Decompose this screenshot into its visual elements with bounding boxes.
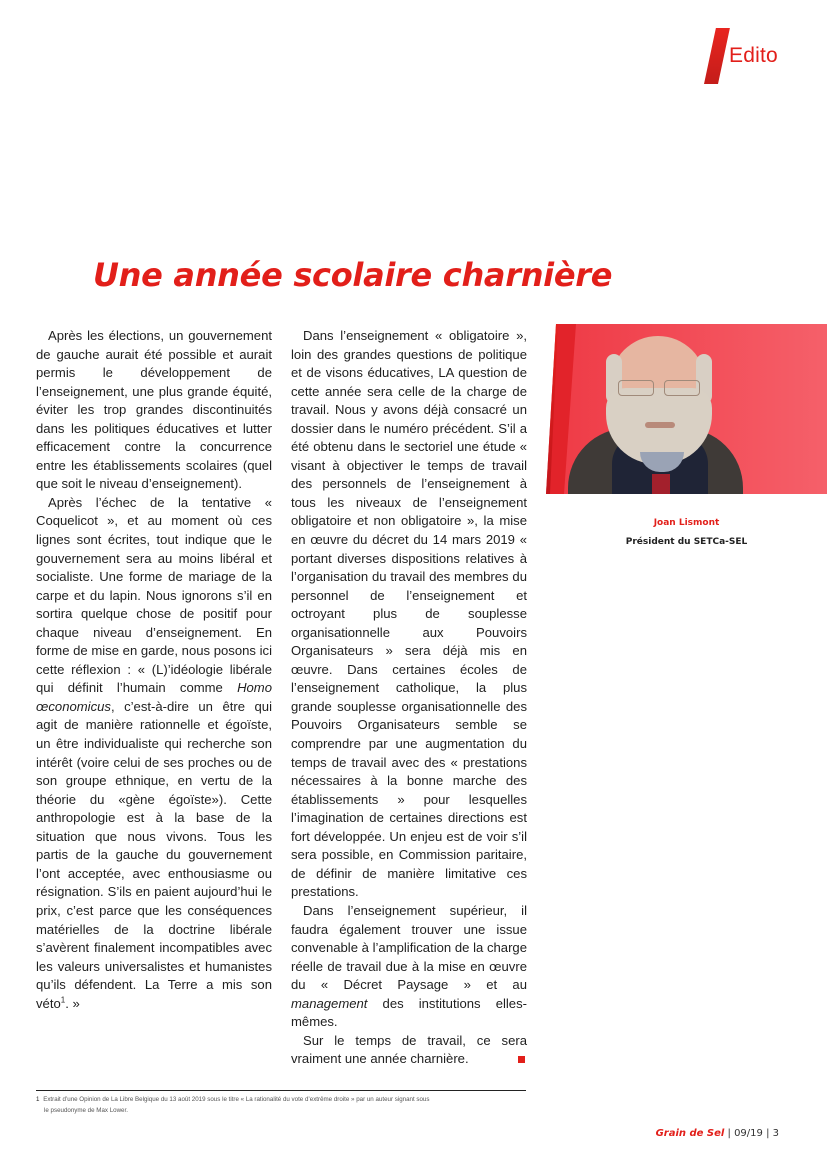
paragraph: Après l’échec de la tentative « Coquelicot », et au moment où ces lignes sont écrites, tout indique que le gouvernement sera au moins libéral et socialiste. Une forme de mariage de la carpe et du lapin. Nous ignorons s’il en sortira quelque chose de positif pour chaque niveau d’enseignement. En forme de mise en garde, nous posons ici cette réflexion : « (L)’idéologie libérale qui définit l’humain comme Homo œconomicus, c’est-à-dire un être qui agit de manière rationnelle et égoïste, un être individualiste qui recherche son intérêt (voire celui de ses proches ou de son groupe ethnique, en vertu de la théorie du «gène égoïste»). Cette anthropologie est à la base de la situation que nous vivons. Tous les partis de la gauche du gouvernement l’ont acceptée, avec enthousiasme ou résignation. S’ils en paient aujourd’hui le prix, c’est parce que les conséquences matérielles de la doctrine libérale s’avèrent finalement incompatibles avec les valeurs universalistes et humanistes qu’ils défendent. La Terre a mis son véto$^1$. » bbox=[36, 494, 272, 1011]
author-name: Joan Lismont bbox=[653, 518, 720, 528]
paragraph: Après les élections, un gouvernement de gauche aurait été possible et aurait permis le développement de l’enseignement, une plus grande équité, éviter les trop grandes discontinuités dans les politiques éducatives et lutter efficacement contre la concurrence entre les établissements scolaires (quel que soit le niveau d’enseignement). bbox=[36, 328, 272, 492]
photo-caption bbox=[546, 514, 827, 552]
author-photo bbox=[546, 324, 827, 494]
footnote-divider bbox=[36, 1090, 526, 1091]
author-role: Président du SETCa-SEL bbox=[625, 537, 748, 547]
footnote bbox=[36, 1094, 526, 1116]
footnote-ref[interactable]: 1 bbox=[60, 995, 66, 1005]
issue-number: 09/19 bbox=[734, 1128, 763, 1139]
page-number: 3 bbox=[772, 1128, 779, 1139]
article-title: Une année scolaire charnière bbox=[93, 256, 613, 294]
end-of-article-square-icon bbox=[518, 1056, 525, 1063]
paragraph: Dans l’enseignement « obligatoire », loin des grandes questions de politique et de visons éducatives, LA question de cette année sera celle de la charge de travail. Nous y avons déjà consacré un dossier dans le numéro précédent. S’il a été obtenu dans le sectoriel une étude « visant à objectiver le temps de travail des personnels de l’enseignement à tous les niveaux de l’enseignement obligatoire et non obligatoire », la mise en œuvre du décret du 14 mars 2019 « portant diverses dispositions relatives à l’organisation du travail des membres du personnel de l’enseignement et octroyant plus de souplesse organisationnelle aux Pouvoirs Organisateurs » sera déjà mis en œuvre. Dans certaines écoles de l’enseignement catholique, la plus grande souplesse organisationnelle des Pouvoirs Organisateurs semble se comprendre par une augmentation du temps de travail avec des « prestations nécessaires à la bonne marche des établissements » pour lesquelles l’imagination de certaines directions est fort développée. Un enjeu est de voir s’il sera possible, en Commission paritaire, de définir de manière limitative ces prestations. bbox=[291, 328, 527, 900]
paragraph: Sur le temps de travail, ce sera vraiment une année charnière. bbox=[291, 1032, 527, 1067]
paragraph: Dans l’enseignement supérieur, il faudra également trouver une issue convenable à l’amplification de la charge réelle de travail due à la mise en œuvre du « Décret Paysage » et au management des institutions elles-mêmes. bbox=[291, 902, 527, 1030]
article-column-1 bbox=[36, 327, 272, 1013]
emphasis: management bbox=[291, 995, 368, 1011]
magazine-name: Grain de Sel bbox=[655, 1128, 725, 1139]
article-column-2 bbox=[291, 327, 527, 1069]
glasses-icon bbox=[618, 380, 706, 396]
footnote-text-line1: Extrait d’une Opinion de La Libre Belgique du 13 août 2019 sous le titre « La rationalité du vote d’extrême droite » par un auteur signant sous bbox=[43, 1096, 430, 1103]
section-label: Edito bbox=[729, 44, 778, 67]
footnote-number: 1 bbox=[36, 1096, 40, 1103]
footnote-text-line2: le pseudonyme de Max Lower. bbox=[44, 1107, 128, 1114]
emphasis: Homo œconomicus bbox=[36, 680, 272, 714]
page-folio: Grain de Sel | 09/19 | 3 bbox=[655, 1128, 779, 1139]
portrait-figure bbox=[560, 324, 760, 494]
slash-decoration bbox=[704, 28, 730, 84]
